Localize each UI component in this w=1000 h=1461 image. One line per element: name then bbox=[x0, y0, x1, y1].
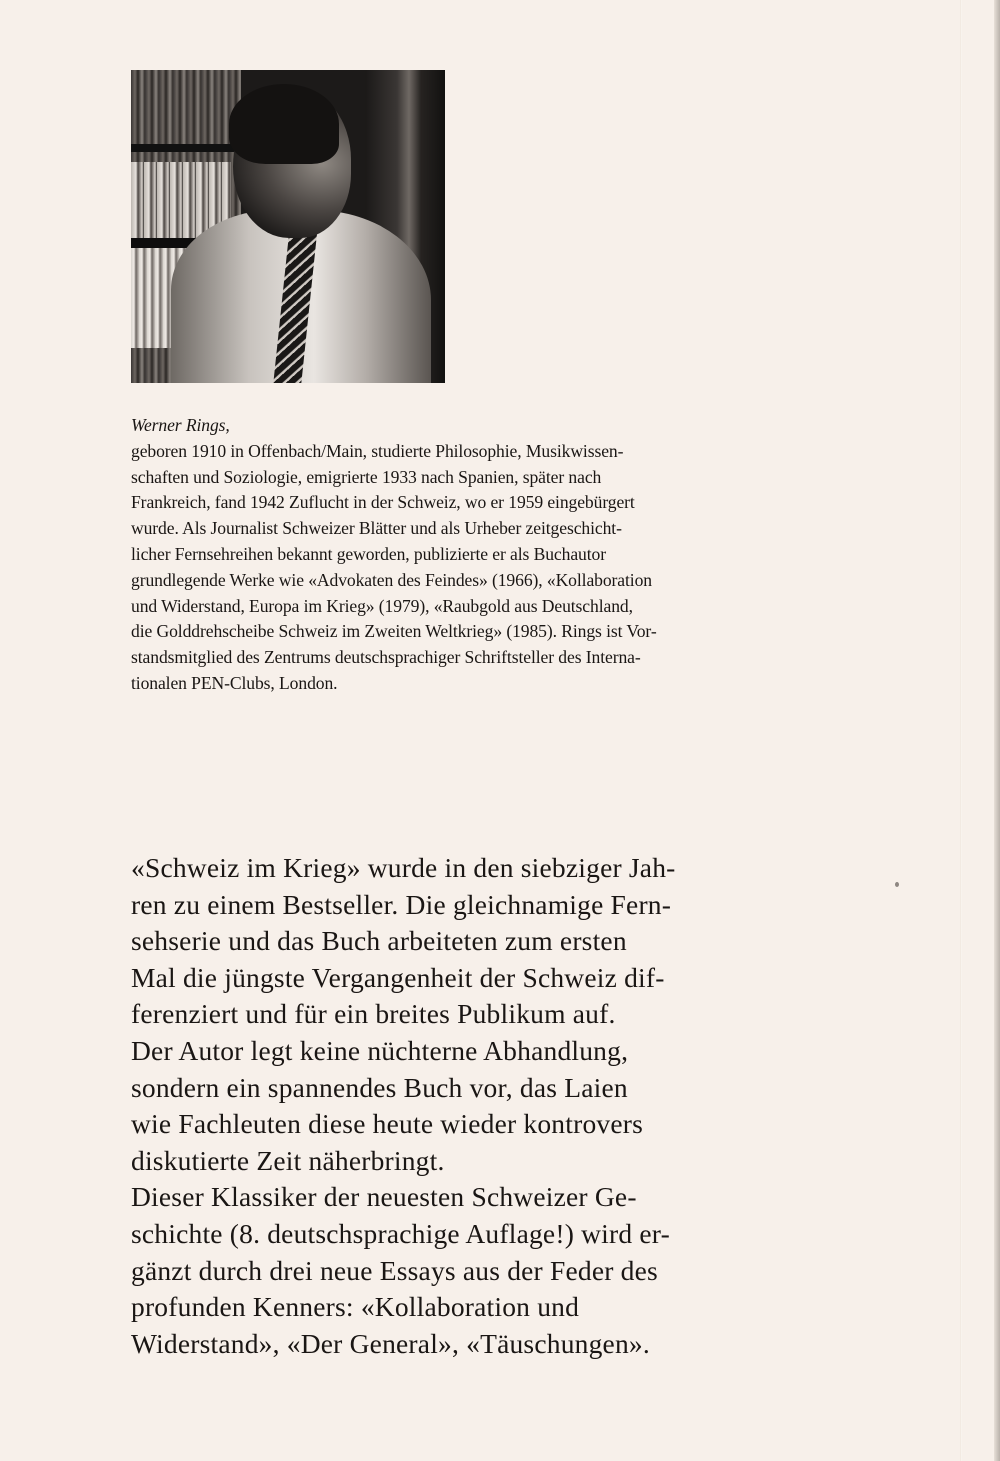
blurb-line: ren zu einem Bestseller. Die gleichnamige Fern- bbox=[131, 888, 672, 920]
blurb-line: sehserie und das Buch arbeiteten zum ersten bbox=[131, 925, 627, 957]
blurb-line: Widerstand», «Der General», «Täuschungen». bbox=[131, 1327, 650, 1359]
bio-line: wurde. Als Journalist Schweizer Blätter und als Urheber zeitgeschicht- bbox=[131, 518, 622, 539]
blurb-line: wie Fachleuten diese heute wieder kontrovers bbox=[131, 1108, 644, 1140]
page-crease bbox=[960, 0, 962, 1461]
author-hair bbox=[229, 84, 339, 164]
blurb-line: ferenziert und für ein breites Publikum auf. bbox=[131, 998, 616, 1030]
blurb-line: sondern ein spannendes Buch vor, das Laien bbox=[131, 1071, 628, 1103]
bio-line: geboren 1910 in Offenbach/Main, studierte Philosophie, Musikwissen- bbox=[131, 440, 624, 461]
bio-line: und Widerstand, Europa im Krieg» (1979), «Raubgold aus Deutschland, bbox=[131, 595, 633, 616]
blurb-line: Mal die jüngste Vergangenheit der Schweiz dif- bbox=[131, 961, 665, 993]
blurb-line: «Schweiz im Krieg» wurde in den siebziger Jah- bbox=[131, 852, 676, 883]
shelf-board bbox=[131, 144, 241, 152]
bio-line: grundlegende Werke wie «Advokaten des Feindes» (1966), «Kollaboration bbox=[131, 569, 652, 590]
author-bio bbox=[131, 413, 831, 697]
page-edge-shadow bbox=[994, 0, 1000, 1461]
bio-line: die Golddrehscheibe Schweiz im Zweiten Weltkrieg» (1985). Rings ist Vor- bbox=[131, 621, 657, 642]
blurb-line: diskutierte Zeit näherbringt. bbox=[131, 1144, 445, 1176]
bio-line: standsmitglied des Zentrums deutschsprachiger Schriftsteller des Interna- bbox=[131, 647, 641, 668]
bio-line: licher Fernsehreihen bekannt geworden, publizierte er als Buchautor bbox=[131, 543, 606, 564]
blurb-line: gänzt durch drei neue Essays aus der Feder des bbox=[131, 1254, 658, 1286]
bio-line: tionalen PEN-Clubs, London. bbox=[131, 672, 338, 693]
blurb-line: Dieser Klassiker der neuesten Schweizer Ge- bbox=[131, 1181, 637, 1213]
bio-line: schaften und Soziologie, emigrierte 1933 nach Spanien, später nach bbox=[131, 466, 602, 487]
book-blurb bbox=[131, 850, 771, 1362]
author-name: Werner Rings, bbox=[131, 415, 230, 435]
bio-line: Frankreich, fand 1942 Zuflucht in der Schweiz, wo er 1959 eingebürgert bbox=[131, 492, 635, 513]
blurb-line: schichte (8. deutschsprachige Auflage!) wird er- bbox=[131, 1217, 670, 1249]
paper-speck bbox=[895, 882, 899, 887]
author-photo bbox=[131, 70, 445, 383]
blurb-line: Der Autor legt keine nüchterne Abhandlung, bbox=[131, 1034, 629, 1066]
blurb-line: profunden Kenners: «Kollaboration und bbox=[131, 1291, 580, 1323]
